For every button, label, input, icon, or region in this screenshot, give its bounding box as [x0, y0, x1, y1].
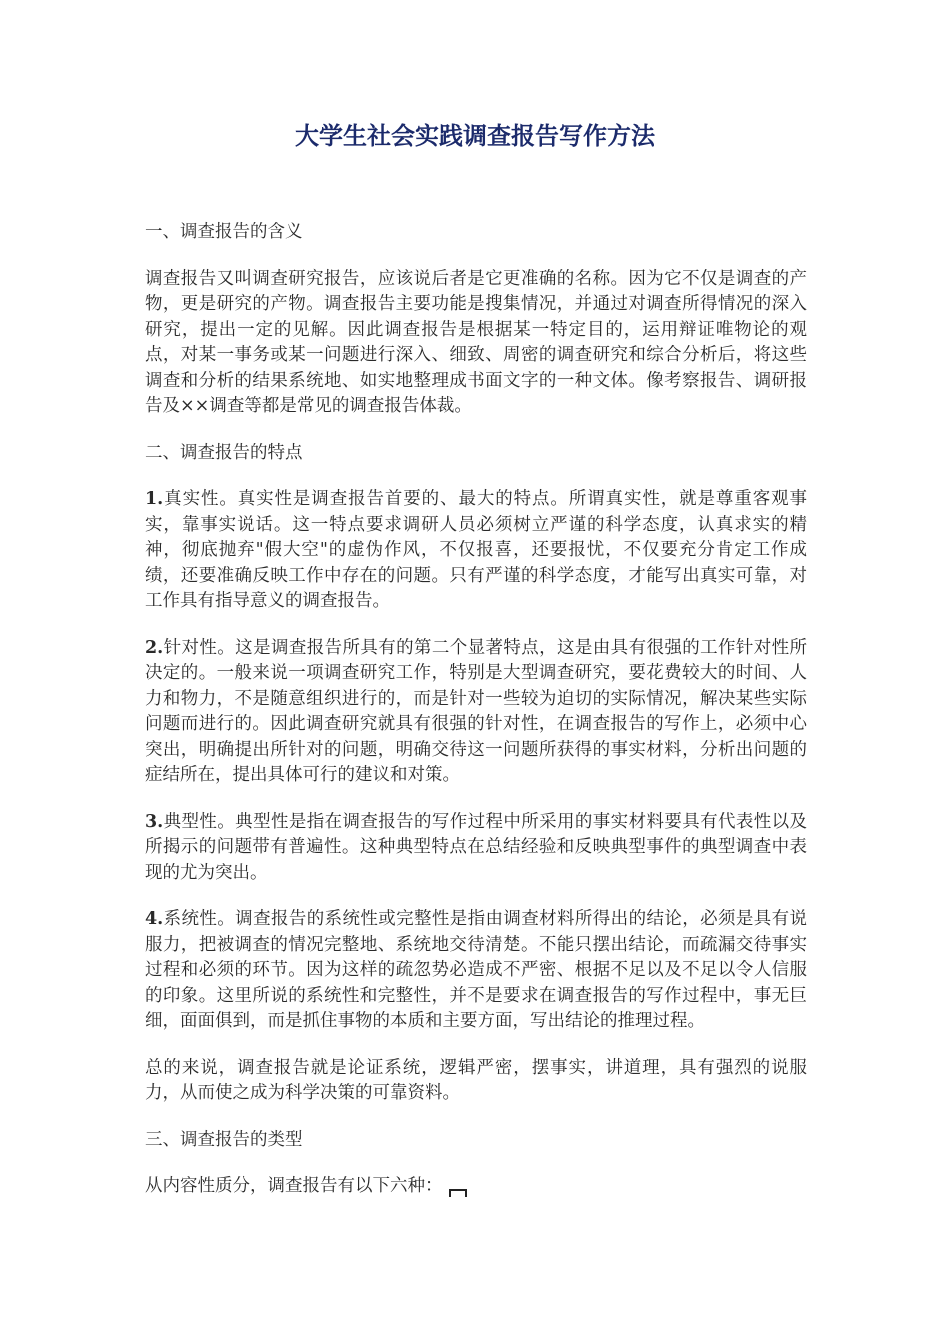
section-heading: 二、调查报告的特点 [145, 442, 303, 463]
item-text: 真实性。真实性是调查报告首要的、最大的特点。所谓真实性，就是尊重客观事实，靠事实说话。这一特点要求调研人员必须树立严谨的科学态度，认真求实的精神，彻底抛弃"假大空"的虚伪作风，不仅报喜，还要报忧，不仅要充分肯定工作成绩，还要准确反映工作中存在的问题。只有严谨的科学态度，才能写出真实可靠，对工作具有指导意义的调查报告。 [145, 489, 807, 611]
intro-text: 从内容性质分，调查报告有以下六种： [145, 1176, 443, 1196]
summary-paragraph: 总的来说，调查报告就是论证系统，逻辑严密，摆事实，讲道理，具有强烈的说服力，从而使之成为科学决策的可靠资料。 [145, 1057, 807, 1103]
document-title: 大学生社会实践调查报告写作方法 [295, 121, 655, 150]
item-text: 典型性。典型性是指在调查报告的写作过程中所采用的事实材料要具有代表性以及所揭示的问题带有普遍性。这种典型特点在总结经验和反映典型事件的典型调查中表现的尤为突出。 [145, 811, 807, 883]
item-text: 系统性。调查报告的系统性或完整性是指由调查材料所得出的结论，必须是具有说服力，把被调查的情况完整地、系统地交待清楚。不能只摆出结论，而疏漏交待事实过程和必须的环节。因为这样的疏忽势必造成不严密、根据不足以及不足以令人信服的印象。这里所说的系统性和完整性，并不是要求在调查报告的写作过程中，事无巨细，面面俱到，而是抓住事物的本质和主要方面，写出结论的推理过程。 [145, 909, 807, 1031]
section-heading: 三、调查报告的类型 [145, 1129, 303, 1150]
item-text: 针对性。这是调查报告所具有的第二个显著特点，这是由具有很强的工作针对性所决定的。一般来说一项调查研究工作，特别是大型调查研究，要花费较大的时间、人力和物力，不是随意组织进行的，而是针对一些较为迫切的实际情况，解决某些实际问题而进行的。因此调查研究就具有很强的针对性，在调查报告的写作上，必须中心突出，明确提出所针对的问题，明确交待这一问题所获得的事实材料，分析出问题的症结所在，提出具体可行的建议和对策。 [145, 637, 807, 785]
paragraph-mark-icon [449, 1189, 467, 1197]
item-number: 3. [145, 811, 164, 832]
feature-item [145, 636, 807, 789]
feature-item [145, 810, 807, 887]
item-number: 4. [145, 909, 164, 929]
item-number: 2. [145, 637, 164, 658]
section-intro [145, 1174, 807, 1200]
item-number: 1. [145, 489, 164, 509]
section-heading: 一、调查报告的含义 [145, 222, 303, 242]
section-paragraph: 调查报告又叫调查研究报告，应该说后者是它更准确的名称。因为它不仅是调查的产物，更是研究的产物。调查报告主要功能是搜集情况，并通过对调查所得情况的深入研究，提出一定的见解。因此调查报告是根据某一特定目的，运用辩证唯物论的观点，对某一事务或某一问题进行深入、细致、周密的调查研究和综合分析后，将这些调查和分析的结果系统地、如实地整理成书面文字的一种文体。像考察报告、调研报告及××调查等都是常见的调查报告体裁。 [145, 268, 807, 416]
document-body [145, 220, 807, 1221]
feature-item [145, 487, 807, 615]
feature-item [145, 907, 807, 1035]
